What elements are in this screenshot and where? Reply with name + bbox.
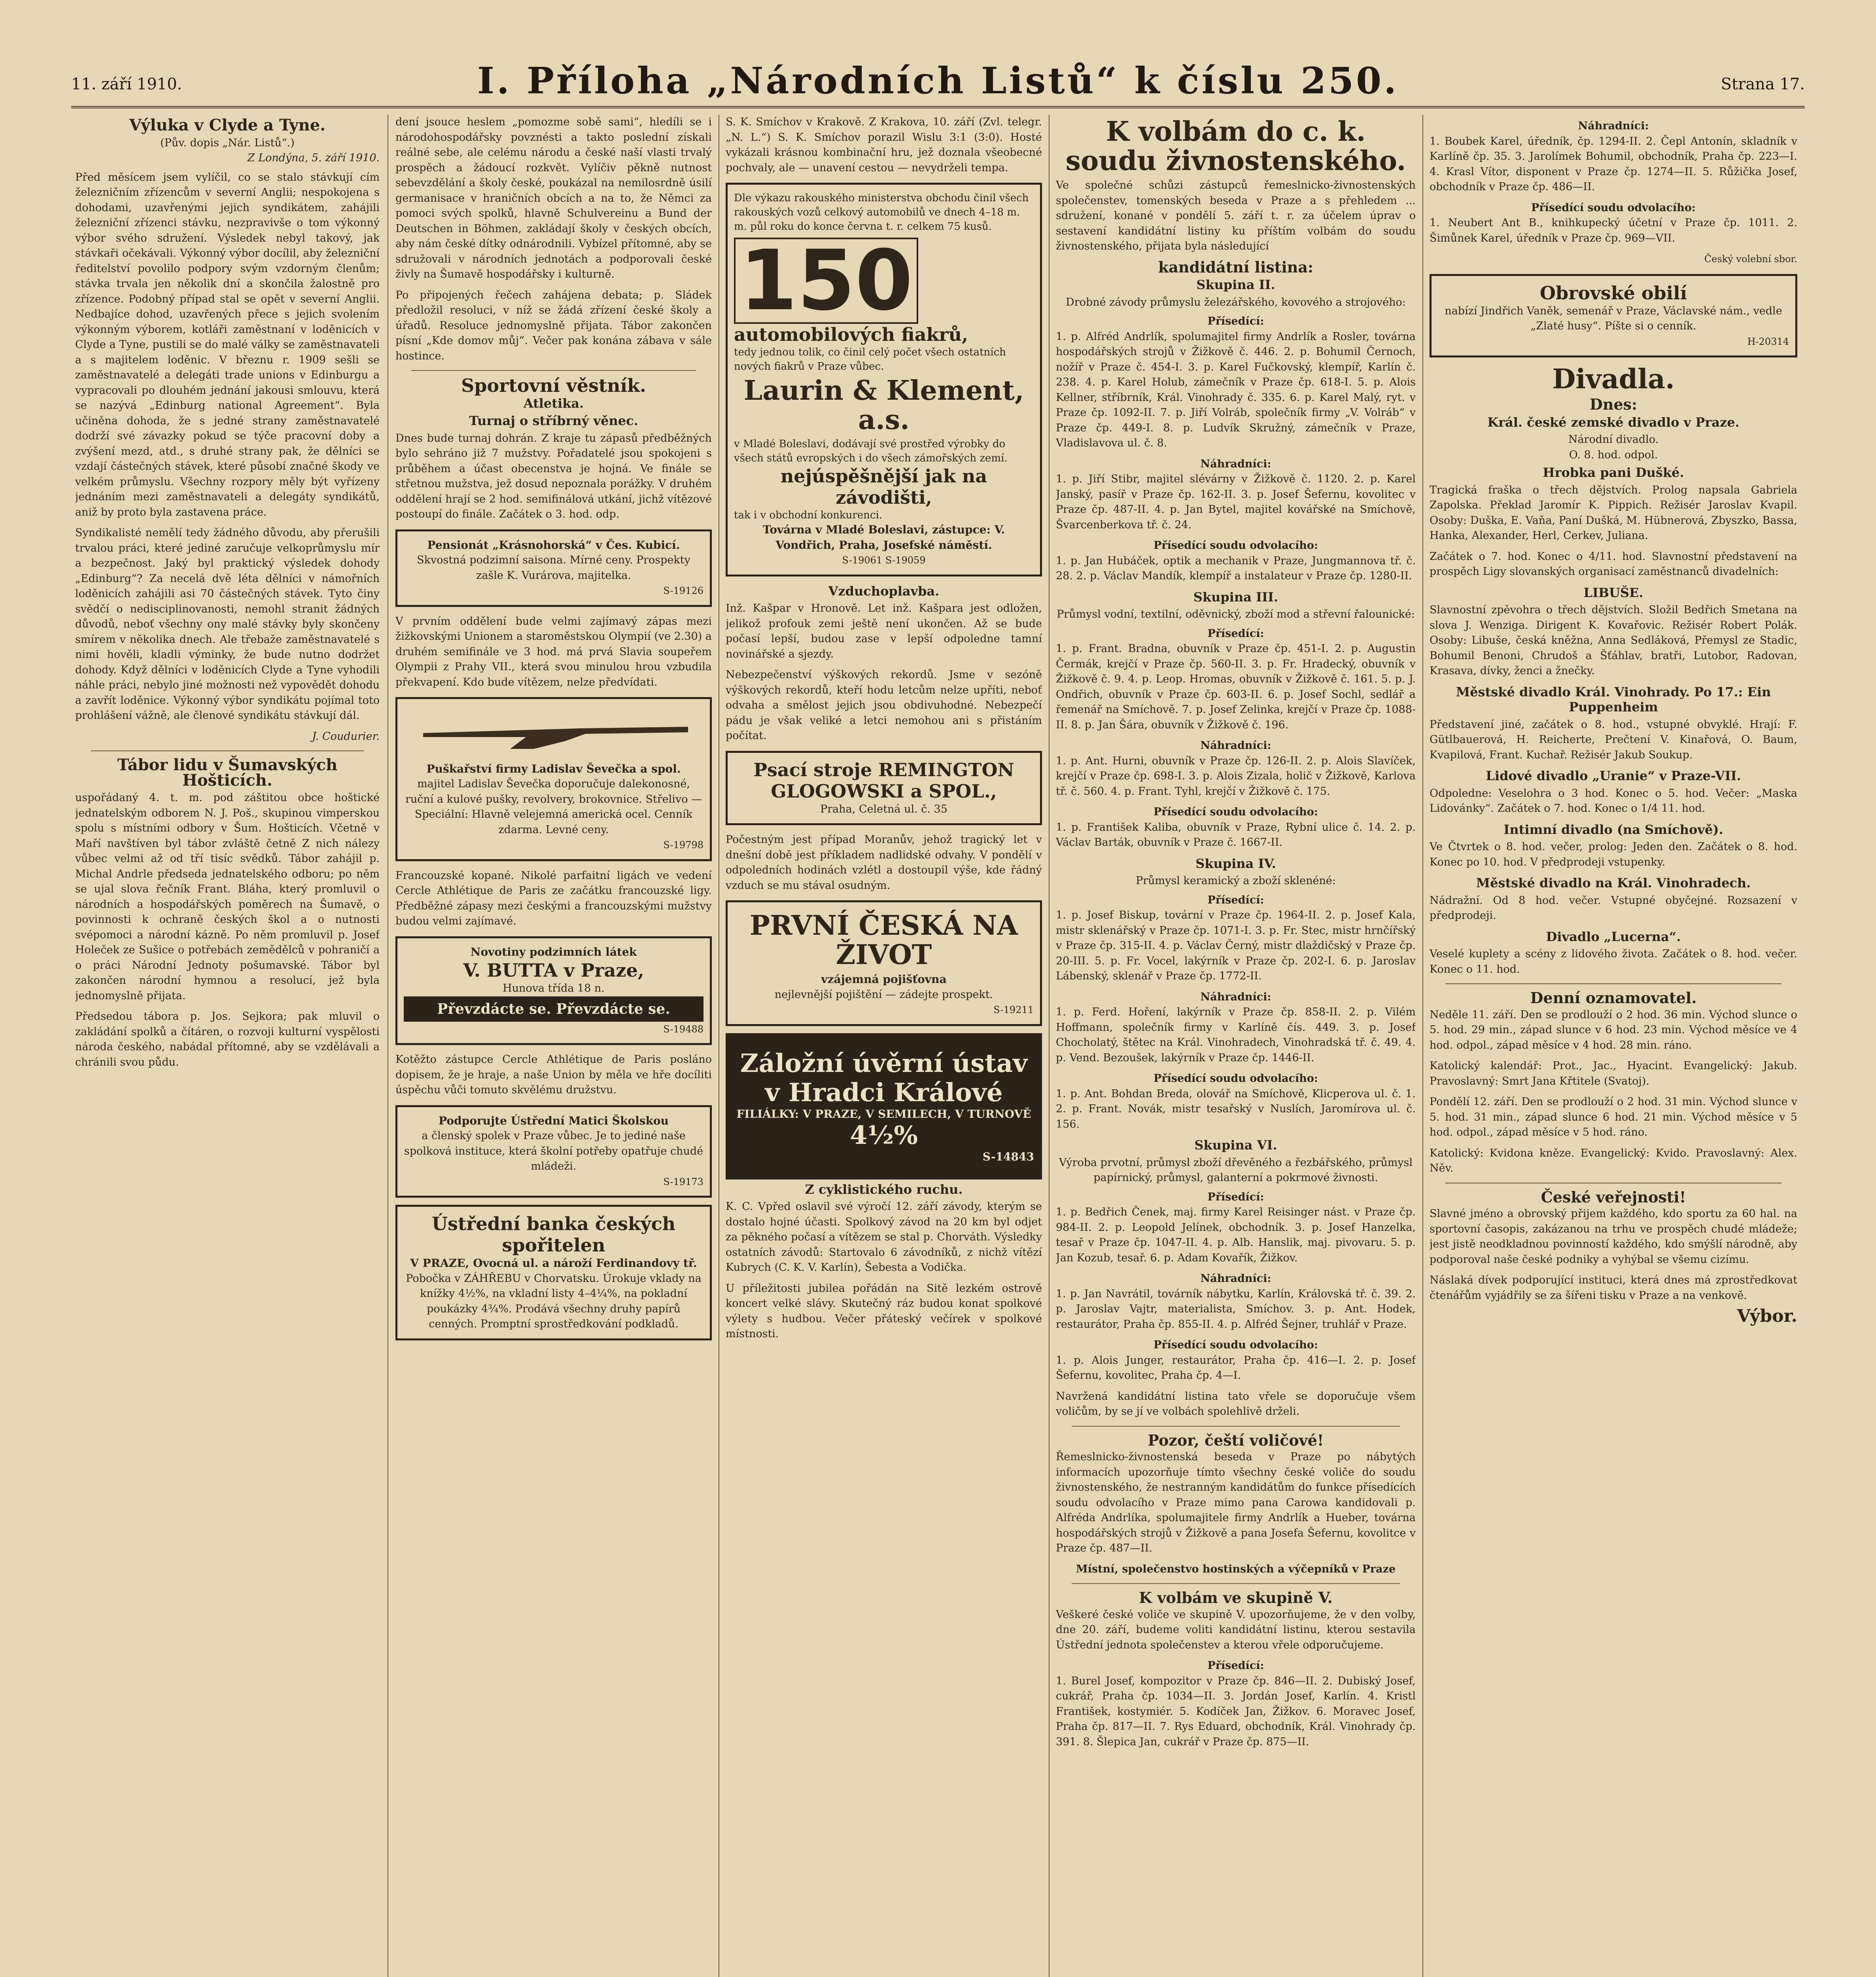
theatre-name: Městské divadlo Král. Vinohrady. Po 17.: Ein Puppenheim: [1456, 684, 1771, 714]
article-title: K volbám do c. k. soudu živnostenského.: [1065, 116, 1406, 177]
section-title: Sportovní věstník.: [461, 375, 646, 396]
ad-text: nabízí Jindřich Vaněk, semenář v Praze, Václavské nám., vedle „Zlaté husy“. Píšte si o cenník.: [1445, 304, 1782, 332]
ad-address: Hunova třída 18 n.: [503, 982, 605, 994]
ad-banner: Převzdácte se. Převzdácte se.: [404, 996, 704, 1022]
ad-text: nejlevnější pojištění — zádejte prospekt.: [774, 988, 993, 1001]
ad-text: Skvostná podzimní saisona. Mírné ceny. Prospekty zašle K. Vurárova, majitelka.: [417, 554, 690, 582]
advertisement: [726, 900, 1042, 1026]
ad-title: Ústřední banka českých spořitelen: [431, 1213, 676, 1256]
role-label: Přísedící soudu odvolacího:: [1154, 539, 1318, 552]
role-label: Přísedící:: [1207, 1191, 1264, 1203]
play-text: Nádražní. Od 8 hod. večer. Vstupné obyčejné. Rozsazení v předprodeji.: [1430, 894, 1797, 922]
ad-brand: GLOGOWSKI a SPOL.,: [771, 780, 997, 802]
group-description: Průmysl keramický a zboží sklenéné:: [1136, 875, 1336, 887]
role-label: Náhradníci:: [1200, 1272, 1271, 1285]
separator: [1072, 1583, 1400, 1584]
role-label: Náhradníci:: [1578, 120, 1649, 132]
article-text: Syndikalisté nemělí tedy žádného důvodu, aby přerušili trvalou práci, které jediné zaručuje velkoprůmyslu mír a bezpečnost. Jaký byl praktický výsledek dohody „Edinburg“? Za necelá dvě léta dělníci v námořních loděnicích zahájili asi 70 částečných stávek. Tyto činy svědčí o nedisciplinovanosti, nemohl stranit žádných důvodů, neboť všechny ony malé stávky byly skončeny smírem v několika dnech. Ale třebaže zaměstnavatelé s nimi hověli, kladli výminky, že bude nutno dodržet dohody. Když dělníci v loděnicích Clyde a Tyne vyhodili náhle práci, nebylo jiné možnosti než vypovědět dohodu a zavřít loděnice. Výkonný výbor syndikátu pojímal toto prohlášení vážně, ale členové syndikátu stávkují dál.: [75, 527, 380, 722]
separator: [1445, 983, 1781, 984]
article-text: Kotěžto zástupce Cercle Athlétique de Paris posláno dopisem, že je hraje, a naše Union by měla ve hře docíliti úspěchu vůči tomuto skvělému družstvu.: [395, 1053, 712, 1096]
ad-code: S-14843: [982, 1150, 1034, 1163]
list-title: kandidátní listina:: [1158, 258, 1314, 276]
advertisement: [395, 1105, 712, 1198]
day-label: Dnes:: [1589, 395, 1638, 413]
article-text: Francouzské kopané. Nikolé parfaitní ligách ve vedení Cercle Athlétique de Paris ze začátku francouzské ligy. Předběžné zápasy mezi českými a francouzskými mužstvy budou velmi zajímavé.: [395, 869, 712, 927]
calendar-text: Neděle 11. září. Den se prodlouží o 2 hod. 36 min. Východ slunce o 5. hod. 29 min., západ slunce v 6 hod. 23 min. Východ měsíce ve 4 hod. odpol., západ měsíce v 4 hod. 28 min. ráno.: [1430, 1008, 1797, 1051]
section-title: Z cyklistického ruchu.: [805, 1181, 963, 1197]
calendar-text: Katolický: Kvidona kněze. Evangelický: Kvido. Pravoslavný: Alex. Něv.: [1430, 1147, 1797, 1174]
separator: [91, 750, 364, 751]
candidate-list: 1. p. Jiří Stibr, majitel slévárny v Žižkově č. 1120. 2. p. Karel Janský, pasíř v Praze čp. 162-II. 3. p. Josef Šefernu, kovolitec v Praze čp. 487-II. 4. p. Jan Bytel, majitel kovářské na Smíchově, Švarcenberkova tř. č. 24.: [1056, 473, 1416, 531]
ad-title: Novotiny podzimních látek: [470, 945, 637, 958]
article-text: K. C. Vpřed oslavil své výročí 12. září závody, kterým se dostalo hojné účasti. Spolkový závod na 20 km byl odjet za pěkného počasí a vítězem se stal p. Chorváth. Výsledky ostatních závodů: Startovalo 6 závodníků, z nichž vítězí Kubrych (C. K. V. Karlín), Šebesta a Vodička.: [726, 1200, 1042, 1274]
ad-title: PRVNÍ ČESKÁ NA ŽIVOT: [749, 910, 1018, 971]
group-title: Skupina III.: [1193, 589, 1278, 605]
candidate-list: 1. p. Bedřich Čenek, maj. firmy Karel Reisinger nást. v Praze čp. 984-II. 2. p. Leopold Jelínek, obchodník. 3. p. Josef Hanzelka, tesař v Praze čp. 1047-II. 4. p. Alb. Hanslik, maj. pivovaru. 5. p. Jan Kozub, tesař. 6. p. Adam Kovařík, Žižkov.: [1056, 1206, 1416, 1264]
candidate-list: 1. Burel Josef, kompozitor v Praze čp. 846—II. 2. Dubiský Josef, cukrář, Praha čp. 1034—II. 3. Jordán Josef, Karlín. 4. Kristl František, kostymiér. 5. Kodíček Jan, Žižkov. 6. Moravec Josef, Praha čp. 817—II. 7. Rys Eduard, obchodník, Král. Vinohrady čp. 391. 8. Šlepica Jan, cukrář v Praze čp. 875—II.: [1056, 1675, 1416, 1748]
article-title: Pozor, čeští voličové!: [1148, 1431, 1324, 1449]
group-description: Drobné závody průmyslu železářského, kovového a strojového:: [1066, 296, 1406, 308]
advertisement: [395, 936, 712, 1045]
ad-address: Praha, Celetná ul. č. 35: [820, 803, 947, 815]
ad-brand: Laurin & Klement, a.s.: [743, 375, 1024, 436]
column-3: [726, 115, 1042, 1977]
ad-title: Psací stroje REMINGTON: [753, 759, 1014, 781]
section-subtitle: Atletika.: [523, 395, 584, 411]
ad-title: Obrovské obilí: [1539, 282, 1687, 304]
signature: Výbor.: [1737, 1306, 1797, 1326]
section-title: Divadla.: [1552, 363, 1675, 395]
article-text: Předsedou tábora p. Jos. Sejkora; pak mluvil o zakládání spolků a čítáren, o rozvoji kulturní vyspělosti národa českého, nabádal přítomné, aby se vzdělávali a chránili svou půdu.: [75, 1010, 380, 1068]
role-label: Náhradníci:: [1200, 739, 1271, 752]
separator: [411, 370, 696, 371]
advertisement: [395, 529, 712, 607]
theatre-name: Intimní divadlo (na Smíchově).: [1503, 822, 1723, 837]
ad-slogan: nejúspěšnější jak na závodišti,: [780, 465, 987, 508]
candidate-list: 1. p. Jan Hubáček, optik a mechanik v Praze, Jungmannova tř. č. 28. 2. p. Václav Mandík, klempíř a instalateur v Praze čp. 1280-II.: [1056, 554, 1416, 582]
ad-footer: Továrna v Mladé Boleslavi, zástupce: V. Vondřich, Praha, Josefské náměstí.: [762, 523, 1005, 552]
article-dateline: Z Londýna, 5. září 1910.: [247, 152, 380, 164]
candidate-list: 1. Neubert Ant B., knihkupecký účetní v Praze čp. 1011. 2. Šimůnek Karel, úředník v Praze čp. 969—VII.: [1430, 217, 1797, 244]
column-5: [1430, 115, 1797, 1977]
article-text: U příležitosti jubilea pořádán na Sitě lezkém ostrově koncert velké slávy. Skutečný ráz budou konat spolkové výlety s hudbou. Večer přáteský večírek v spolkové místnosti.: [726, 1282, 1042, 1340]
ad-brand: V. BUTTA v Praze,: [463, 960, 644, 981]
ad-title: Pensionát „Krásnohorská“ v Čes. Kubicí.: [427, 538, 680, 552]
ad-code: S-19061 S-19059: [842, 555, 926, 566]
play-title: Hrobka pani Dušké.: [1543, 465, 1684, 480]
play-text: Tragická fraška o třech dějstvích. Prolog napsala Gabriela Zapolska. Překlad Jaromír K. Pippich. Režisér Jaroslav Kvapil. Osoby: Duška, E. Vaňa, Paní Dušká, M. Hübnerová, Zbyszko, Bassa, Hanka, Alexander, Herl, Cerkev, Juliana.: [1430, 484, 1797, 542]
article-text: uspořádaný 4. t. m. pod záštitou obce hoštické jednatelským odborem N. J. Poš., skupinou vimperskou spolu s místními odbory v Šum. Hošticích. Včetně v Maří navštíven byl tábor zvláště četně Z nich nálezy vůbec velmi až od tří tisíc svědků. Tábor zahájil p. Michal Andrle předseda jednatelského odboru; po něm se ujal slova řečník Frant. Bláha, který promluvil o národních a hospodářských poměrech na Šumavě, o povinnosti k ochraně českých škol a o nutnosti svépomoci a národní kázně. Po něm promluvil p. Josef Holeček ze Sušice o potřebách zemědělců v pohraničí a o práci Národní Jednoty pošumavské. Tábor byl zakončen národní hymnou a resolucí, jež byla jednomyslně přijata.: [75, 792, 380, 1002]
article-text: Inž. Kašpar v Hronově. Let inž. Kašpara jest odložen, jelikož profouk zemi ještě není ukončen. Až se bude počasí lepší, budou zase v lepší odpoledne tamní novinářské a sjezdy.: [726, 602, 1042, 660]
role-label: Přísedící soudu odvolacího:: [1531, 201, 1696, 214]
supplement-title: I. Příloha „Národních Listů“ k číslu 250.: [477, 59, 1399, 102]
article-text: Počestným jest případ Moranův, jehož tragický let v dnešní době jest příkladem nadlidské odvahy. V pondělí v odpoledních hodinách vzlétl a dostoupil výše, kde řádný vzduch se mu stával osudným.: [726, 834, 1042, 892]
calendar-text: Pondělí 12. září. Den se prodlouží o 2 hod. 31 min. Východ slunce v 5. hod. 31 min., západ slunce 6 hod. 21 min. Východ měsíce v 5 hod. odpol., západ měsíce v 5 hod. ráno.: [1430, 1096, 1797, 1138]
group-title: Skupina II.: [1196, 277, 1275, 292]
candidate-list: 1. p. Alfréd Andrlík, spolumajitel firmy Andrlík a Rosler, továrna hospodářských strojů v Žižkově č. 446. 2. p. Bohumil Černoch, nožíř v Praze č. 454-I. 3. p. Karel Fučkovský, klempíř, Karlín č. 238. 4. p. Karel Holub, zámečník v Praze čp. 618-I. 5. p. Alois Kellner, stříbrník, Král. Vinohrady č. 335. 6. p. Karel Malý, ryt. v Praze čp. 1092-II. 7. p. Jiří Volráb, společník firmy „V. Volráb“ v Praze čp. 449-I. 8. p. Ludvík Skružný, zámečník v Praze, Vladislavova ul. č. 8.: [1056, 330, 1416, 449]
theatre-name: Lidové divadlo „Uranie“ v Praze-VII.: [1486, 768, 1741, 783]
ad-code: S-19488: [663, 1023, 704, 1035]
ad-note: Dle výkazu rakouského ministerstva obchodu činil všech rakouských vozů celkový automobilů ve dnech 4–18 m. m. půl roku do konce června t. r. celkem 75 kusů.: [734, 192, 1029, 232]
candidate-list: 1. p. Alois Junger, restaurátor, Praha čp. 416—I. 2. p. Josef Šefernu, kovolitec, Praha čp. 4—I.: [1056, 1354, 1416, 1382]
theatre-subtitle: Národní divadlo.: [1568, 433, 1659, 446]
article-title: Výluka v Clyde a Tyne.: [129, 116, 326, 134]
advertisement: [726, 751, 1042, 826]
group-title: Skupina IV.: [1195, 856, 1276, 871]
section-title: Vzduchoplavba.: [828, 583, 940, 599]
section-subtitle: Turnaj o stříbrný věnec.: [469, 413, 638, 428]
article-title: Tábor lidu v Šumavských Hošticích.: [117, 756, 338, 790]
play-title: LIBUŠE.: [1583, 585, 1643, 600]
signature: Český volební sbor.: [1704, 253, 1797, 265]
article-text: Dnes bude turnaj dohrán. Z kraje tu zápasů předběžných bylo sehráno již 7 mužstvy. Pořadatelé jsou spokojeni s průběhem a účast obecenstva je hojná. Ve finále se střetnou mužstva, jež dosud nepoznala porážky. V druhém oddělení hrají se 2 hod. semifinálová utkání, jichž vítězové postoupí do finále. Začátek o 3. hod. odp.: [395, 432, 712, 520]
article-source: (Pův. dopis „Nár. Listů“.): [160, 136, 295, 149]
column-divider: [1422, 115, 1423, 1977]
role-label: Přísedící soudu odvolacího:: [1154, 806, 1318, 818]
advertisement: [395, 697, 712, 861]
role-label: Přísedící soudu odvolacího:: [1154, 1339, 1318, 1351]
play-text: Slavnostní zpěvohra o třech dějstvích. Složil Bedřich Smetana na slova J. Wenziga. Dirigent K. Kovařovic. Režisér Robert Polák. Osoby: Libuše, česká kněžna, Anna Sedláková, Přemysl ze Stadic, Bohumil Benoni, Chrudoš a Šťáhlav, bratři, Lutobor, Radovan, Krasava, dívky, ženci a žnečky.: [1430, 604, 1797, 677]
advertisement: [395, 1205, 712, 1340]
rifle-icon: [415, 709, 692, 753]
role-label: Přísedící soudu odvolacího:: [1154, 1072, 1318, 1085]
ad-address: V PRAZE, Ovocná ul. a nároží Ferdinandovy tř.: [410, 1257, 697, 1270]
ad-code: S-19173: [663, 1176, 704, 1187]
group-description: Průmysl vodní, textilní, oděvnický, zboží mod a střevní řalounické:: [1057, 608, 1415, 620]
section-title: České veřejnosti!: [1541, 1188, 1686, 1206]
article-text: V prvním oddělení bude velmi zajímavý zápas mezi žižkovskými Unionem a staroměstskou Olympií (ve 2.30) a druhém semifinále ve 3 hod. má prvá Slavia soupeřem Olympii z Prahy VII., která svou minulou hrou vzbudila překvapení. Kdo bude vítězem, nelze předvídati.: [395, 615, 712, 688]
candidate-list: 1. p. Ant. Hurni, obuvník v Praze čp. 126-II. 2. p. Alois Slavíček, krejčí v Praze čp. 698-I. 3. p. Alois Zizala, holič v Žižkově, Karlova tř. č. 560. 4. p. Frant. Tyhl, krejčí v Žižkově č. 175.: [1056, 754, 1416, 798]
play-text: Začátek o 7. hod. Konec o 4/11. hod. Slavnostní představení na prospěch Ligy slovanských organisací zaměstnanců divadelních:: [1430, 550, 1797, 578]
theatre-name: Městské divadlo na Král. Vinohradech.: [1476, 875, 1751, 890]
section-title: Denní oznamovatel.: [1530, 989, 1697, 1007]
column-1: [75, 115, 380, 1977]
ad-subtitle: vzájemná pojišťovna: [821, 973, 947, 986]
candidate-list: 1. p. František Kaliba, obuvník v Praze, Rybní ulice č. 14. 2. p. Václav Barták, obuvník v Praze č. 1667-II.: [1056, 821, 1416, 849]
candidate-list: 1. p. Jan Navrátil, továrník nábytku, Karlín, Královská tř. č. 39. 2. p. Jaroslav Vajtr, materialista, Smíchov. 3. p. Ant. Hodek, restaurátor, Praha čp. 855-II. 4. p. Alfréd Šejner, truhlář v Praze.: [1056, 1287, 1416, 1331]
theatre-name: Divadlo „Lucerna“.: [1546, 929, 1681, 944]
role-label: Přísedící:: [1207, 315, 1264, 327]
ad-branches: FILIÁLKY: V PRAZE, V SEMILECH, V TURNOVĚ: [736, 1107, 1031, 1121]
article-text: Navržená kandidátní listina tato vřele se doporučuje všem voličům, by se jí ve volbách spolehlivě drželi.: [1056, 1390, 1416, 1418]
ad-title: Záložní úvěrní ústav v Hradci Králové: [740, 1048, 1028, 1108]
ad-text: v Mladé Boleslavi, dodávají své prostřed výrobky do všech států evropských i do všech zámořských zemí.: [734, 438, 1008, 464]
ad-rate: 4½%: [849, 1120, 918, 1150]
ad-text: Pobočka v ZÁHŘEBU v Chorvatsku. Úrokuje vklady na knížky 4½%, na vkladní listy 4–4¼%, na pokladní poukázky 4¾%. Prodává všechny druhy papírů cenných. Promptní sprostředkování podkladů.: [406, 1272, 702, 1330]
play-text: Odpoledne: Veselohra o 3 hod. Konec o 5. hod. Večer: „Maska Lidovánky“. Začátek o 7. hod. Konec o 1/4 11. hod.: [1430, 787, 1797, 815]
play-text: Veselé kuplety a scény z lidového života. Začátek o 8. hod. večer. Konec o 11. hod.: [1430, 948, 1797, 975]
candidate-list: 1. p. Frant. Bradna, obuvník v Praze čp. 451-I. 2. p. Augustin Čermák, krejčí v Praze čp. 560-II. 3. p. Fr. Hradecký, obuvník v Žižkově č. 9. 4. p. Leop. Hromas, obuvník v Žižkově č. 161. 5. p. J. Ondřich, obuvník v Praze čp. 603-II. 6. p. Josef Sochl, sedlář a řemenář na Smíchově. 7. p. Josef Zelinka, krejčí v Praze čp. 1088-II. 8. p. Jan Šára, obuvník v Žižkově č. 196.: [1056, 643, 1416, 731]
article-subtitle: Místní, společenstvo hostinských a výčepníků v Praze: [1076, 1563, 1396, 1575]
page-header: [71, 59, 1805, 103]
ad-code: H-20314: [1747, 336, 1789, 347]
article-text: Náslaká dívek podporující instituci, která dnes má zprostředkovat čtenářům vyjádřily se za šířeni tisku v Praze a na venkově.: [1430, 1274, 1797, 1302]
article-text: dení jsouce heslem „pomozme sobě sami“, hledíli se i národohospodářsky povznésti a takto poslední získali reálné sebe, ale celému národu a české naší vlasti trvalý prospěch a žádoucí rozkvět. Vylíčiv pěkně nutnost sebevzdělání a školy české, poukázal na nemilosrdně úsilí germanisace v hraničních obcích a na to, že Němci za pomoci svých spolků, hlavně Schulvereinu a Bund der Deutschen in Böhmen, zakládají školy v českých obcích, aby nám české dítky odnárodnili. Vybízel přítomné, aby se sdružovali v národních jednotách a podporovali české živly na Šumavě hospodářsky i kulturně.: [395, 116, 712, 280]
page-number: Strana 17.: [1721, 75, 1805, 93]
role-label: Přísedící:: [1207, 627, 1264, 640]
article-text: Řemeslnicko-živnostenská beseda v Praze po nábytých informacích upozorňuje tímto všechny české voliče do soudu živnostenského, že nestranným kandidátům do funkce přísedících soudu odvolacího v Praze mimo pana Carowa kandidovali p. Alfréda Andrlíka, spolumajitele firmy Andrlík a Hueber, továrna hospodářských strojů v Žižkově a pana Josefa Šefernu, kovolitce v Praze čp. 487—II.: [1056, 1451, 1416, 1554]
ad-code: S-19211: [993, 1004, 1034, 1015]
ad-title: Podporujte Ústřední Matici Školskou: [439, 1114, 669, 1127]
ad-note: tedy jednou tolik, co činil celý počet všech ostatních nových fiakrů v Praze vůbec.: [734, 346, 1006, 372]
ad-big-number: 150: [734, 238, 918, 324]
ad-text: a členský spolek v Praze vůbec. Je to jediné naše spolková instituce, která školní potřeby opatřuje chudé mládeži.: [404, 1130, 704, 1172]
play-text: Ve Čtvrtek o 8. hod. večer, prolog: Jeden den. Začátek o 8. hod. Konec po 10. hod. V předprodeji vstupenky.: [1430, 841, 1797, 868]
article-text: Slavné jméno a obrovský přijem každého, kdo sportu za 60 hal. na sportovní časopis, zakázanou na trhu ve prospěch chudé mládeže; jest jistě neodkladnou povinností každého, kdo smýšlí národně, aby podporoval naše české podniky a vyhýbal se všemu cizímu.: [1430, 1208, 1797, 1266]
article-text: Nebezpečenství výškových rekordů. Jsme v sezóně výškových rekordů, kteří hodu letcům nelze upříti, neboť odvaha a smělost jejich jsou obdivuhodné. Nebezpečí pádu je však veliké a letci nemohou ani s přistáním počítat.: [726, 669, 1042, 742]
article-text: S. K. Smíchov v Krakově. Z Krakova, 10. září (Zvl. telegr. „N. L.“) S. K. Smíchov porazil Wislu 3:1 (3:0). Hosté vykázali krásnou kombinační hru, jež doznala všeobecné pochvaly, ale — unavení cestou — nevydrželi tempa.: [726, 116, 1042, 174]
role-label: Přísedící:: [1207, 894, 1264, 906]
column-4: [1056, 115, 1416, 1977]
article-text: Veškeré české voliče ve skupině V. upozorňujeme, že v den volby, dne 20. září, budeme voliti kandidátní listinu, kterou sestavila Ústřední jednota společenstev a kterou vřele odporučujeme.: [1056, 1608, 1416, 1651]
advertisement: [726, 1033, 1042, 1179]
role-label: Přísedící:: [1207, 1659, 1264, 1672]
ad-text: tak i v obchodní konkurenci.: [734, 509, 883, 521]
article-title: K volbám ve skupině V.: [1139, 1589, 1333, 1607]
ad-code: S-19798: [663, 839, 704, 851]
role-label: Náhradníci:: [1200, 990, 1271, 1003]
issue-date: 11. září 1910.: [71, 75, 182, 93]
candidate-list: 1. p. Ferd. Hoření, lakýrník v Praze čp. 858-II. 2. p. Vilém Hoffmann, společník firmy v Karlíně čís. 449. 3. p. Josef Chocholatý, štětec na Král. Vinohradech, Vinohradská tř. č. 49. 4. p. Vend. Bezoušek, lakýrník v Praze čp. 1446-II.: [1056, 1006, 1416, 1064]
advertisement: [726, 183, 1042, 576]
article-text: Po připojených řečech zahájena debata; p. Sládek předložil resoluci, v níž se žádá zřízení české školy a úřadů. Resoluce jednomyslně přijata. Tábor zakončen písní „Kde domov můj“. Večer pak konána zábava v sále hostince.: [395, 289, 712, 362]
ad-title: automobilových fiakrů,: [734, 324, 968, 345]
role-label: Náhradníci:: [1200, 457, 1271, 470]
show-time: O. 8. hod. odpol.: [1569, 448, 1658, 461]
article-signature: J. Coudurier.: [312, 730, 380, 743]
theatre-name: Král. české zemské divadlo v Praze.: [1487, 414, 1740, 430]
group-description: Výroba prvotní, průmysl zboží dřevěného a řezbářského, průmysl papírnický, průmysl, galanterní a pokrmové živnosti.: [1059, 1156, 1413, 1184]
group-title: Skupina VI.: [1194, 1138, 1277, 1153]
candidate-list: 1. p. Ant. Bohdan Breda, olovář na Smíchově, Klicperova ul. č. 1. 2. p. Frant. Novák, mistr tesařský v Nuslích, Jaromírova ul. č. 156.: [1056, 1087, 1416, 1130]
ad-text: majitel Ladislav Ševečka doporučuje dalekonosné, ruční a kulové pušky, revolvery, brokovnice. Střelivo — Speciální: Hlavně velejemná americká ocel. Cenník zdarma. Levné ceny.: [405, 778, 702, 836]
article-text: Před měsícem jsem vylíčil, co se stalo stávkují cím železničním zřízencům v severní Anglii; nespokojena s dohodami, uzavřenými jejich syndikátem, zahájili železniční zřízenci stávku, nezpravivše o tom výkonný výbor svého sdružení. Výsledek nebyl takový, jak stávkaři očekávali. Výkonný výbor docílil, aby železniční ředitelství povolilo podpory svým vzdorným členům; stávka trvala jen několik dní a skončila žalostně pro zřízence. Podobný případ stal se opět v severní Anglii. Nedbajíce dohod, uzavřených přece s jejich svolením výkonným výborem, kotláři zaměstnaní v loděnicích v Clyde a Tyne, pustili se do malé války se zaměstnavateli a s majitelem loděnic. V březnu r. 1909 sešli se zaměstnavatelé a delegáti trade unions v Edinburgu a vypracovali po dlouhém jednání jakousi smlouvu, která se nazývá „Edinburg national Agreement“. Byla učiněna dohoda, že s jedné strany zaměstnavatelé dodrží své závazky pokud se týče pracovní doby a zvýšení mezd, atd., s druhé strany pak, že dělníci se vzdají částečných stávek, které působí značné škody ve velkém průmyslu. Všechny rozpory měly být vyřízeny jednáním mezi zaměstnavateli a delegáty syndikátů, aniž by proto byla zastavena práce.: [75, 171, 380, 518]
play-text: Představení jiné, začátek o 8. hod., vstupné obvyklé. Hrají: F. Gütlbauerová, H. Reicherte, Prečtení V. Kinařová, O. Baum, Kvapilová, Frant. Kuchař. Režisér Jakub Soukup.: [1430, 718, 1797, 761]
separator: [1072, 1426, 1400, 1427]
ad-title: Puškařství firmy Ladislav Ševečka a spol.: [426, 762, 681, 775]
advertisement: [1430, 274, 1797, 358]
article-text: Ve společné schůzi zástupců řemeslnicko-živnostenských společenstev, tomenských beseda v Praze a s přehledem ... sdružení, konané v pondělí 5. září t. r. za účelem úprav o sestavení kandidátní listiny ku příštím volbám do soudu živnostenského, přijata byla následující: [1056, 179, 1416, 252]
ad-code: S-19126: [663, 585, 704, 596]
calendar-text: Katolický kalendář: Prot., Jac., Hyacint. Evangelický: Jakub. Pravoslavný: Smrt Jana Křtitele (Svatoj).: [1430, 1060, 1797, 1087]
column-2: [395, 115, 712, 1977]
candidate-list: 1. p. Josef Biskup, tovární v Praze čp. 1964-II. 2. p. Josef Kala, mistr sklenářský v Praze čp. 1071-I. 3. p. Fr. Stec, mistr hrnčířský v Praze čp. 315-II. 4. p. Václav Černý, mistr dlaždičský v Praze čp. 20-III. 5. p. Fr. Vocel, lakýrník v Praze čp. 202-I. 6. p. Jaroslav Lábenský, sklenář v Praze čp. 1772-II.: [1056, 909, 1416, 982]
header-rule: [71, 106, 1805, 108]
column-divider: [1049, 115, 1050, 1977]
candidate-list: 1. Boubek Karel, úředník, čp. 1294-II. 2. Čepl Antonín, skladník v Karlíně čp. 35. 3. Jarolímek Bohumil, obchodník, Praha čp. 223—I. 4. Krasl Vítor, disponent v Praze čp. 1274—II. 5. Růžička Josef, obchodník v Praze čp. 486—II.: [1430, 135, 1797, 193]
